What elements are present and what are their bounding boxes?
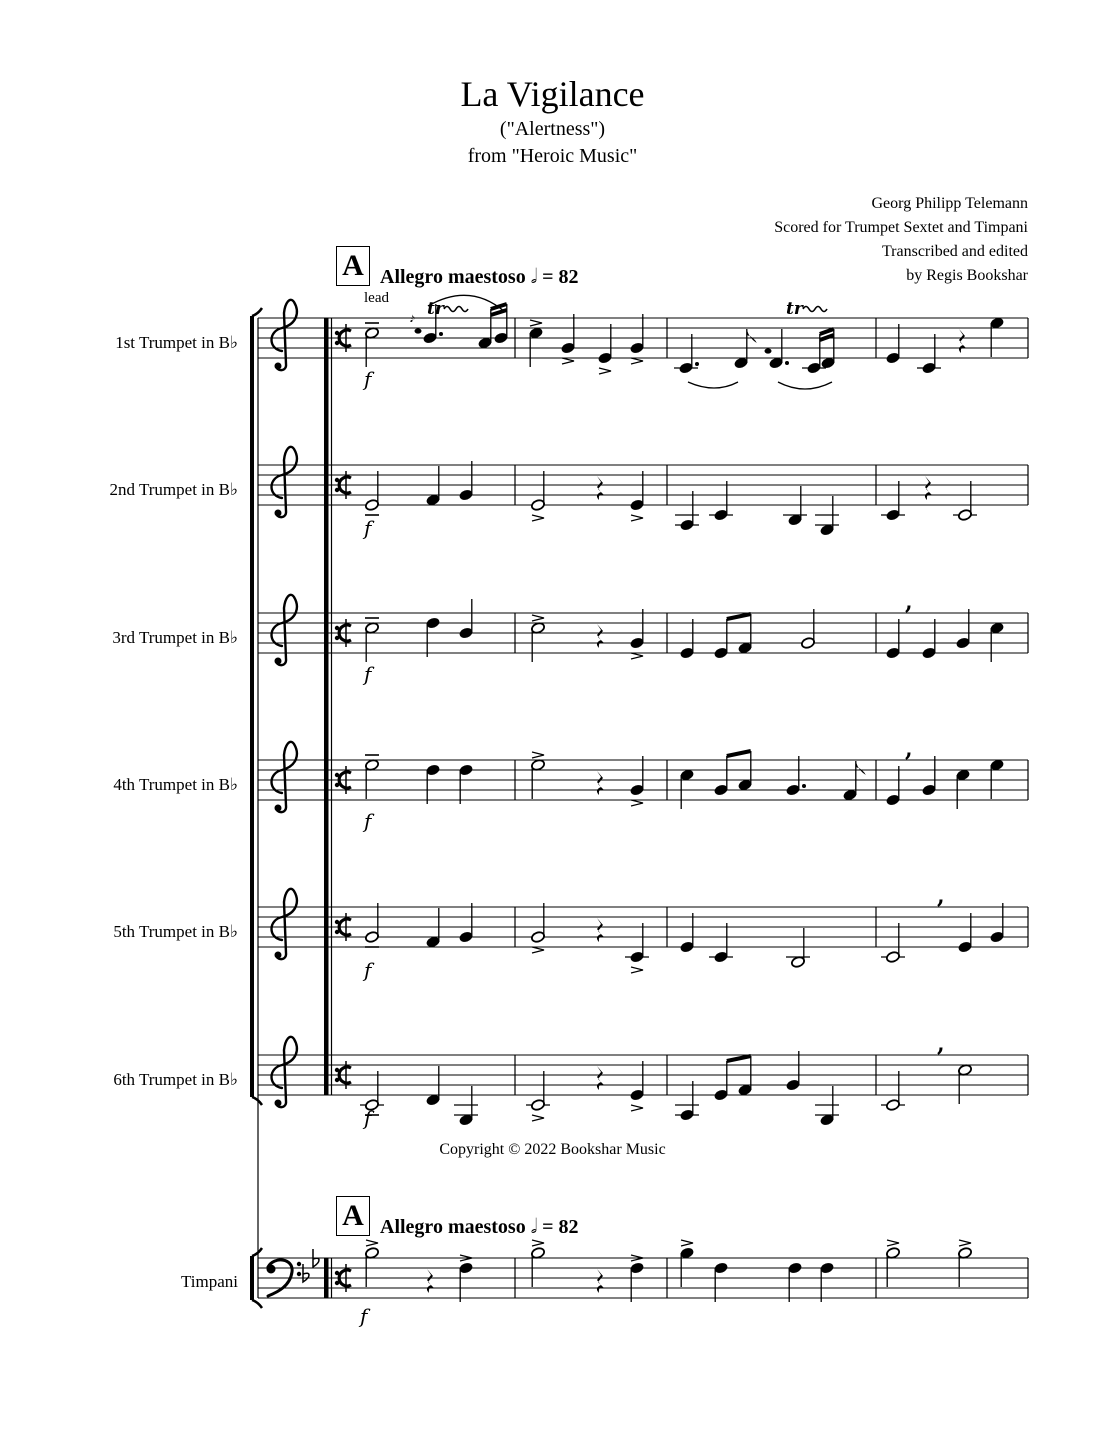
copyright: Copyright © 2022 Bookshar Music bbox=[439, 1141, 666, 1158]
note-beam bbox=[727, 751, 751, 756]
accent-icon bbox=[532, 947, 544, 953]
accent-icon bbox=[532, 615, 544, 621]
score-title: La Vigilance bbox=[460, 74, 645, 114]
treble-clef-knob bbox=[275, 805, 282, 812]
treble-clef-icon bbox=[272, 889, 297, 959]
dynamic-forte: f bbox=[364, 809, 372, 833]
composer: Georg Philipp Telemann bbox=[871, 195, 1028, 212]
trill-mark: tr bbox=[427, 299, 444, 319]
tempo-note-icon: 𝅗𝅥 bbox=[530, 1214, 538, 1238]
instrument-name-4: 4th Trumpet in B♭ bbox=[113, 775, 238, 794]
instrument-name-1: 1st Trumpet in B♭ bbox=[115, 333, 238, 352]
note-beam bbox=[727, 1056, 751, 1061]
lead-label: lead bbox=[364, 290, 389, 306]
treble-clef-icon bbox=[272, 1037, 297, 1107]
dot bbox=[785, 361, 789, 365]
accent-icon bbox=[959, 1240, 971, 1246]
accent-icon bbox=[631, 967, 643, 973]
bass-clef-knob bbox=[267, 1265, 276, 1274]
note-beam bbox=[727, 614, 751, 619]
tie bbox=[778, 382, 832, 389]
dot bbox=[695, 362, 699, 366]
dot bbox=[439, 332, 443, 336]
treble-clef-stroke bbox=[272, 595, 297, 665]
breath-mark: , bbox=[937, 1031, 945, 1057]
arranger-line-2: by Regis Bookshar bbox=[906, 267, 1028, 284]
bass-clef-dot bbox=[297, 1272, 301, 1276]
accent-icon bbox=[562, 358, 574, 364]
tempo-text: Allegro maestoso bbox=[380, 1216, 526, 1238]
grace-note-head bbox=[765, 348, 772, 353]
treble-clef-stroke bbox=[272, 447, 297, 517]
quarter-rest bbox=[925, 476, 932, 500]
timpani-bracket bbox=[250, 1256, 254, 1300]
dynamic-forte: f bbox=[364, 516, 372, 540]
dot bbox=[802, 784, 806, 788]
dynamic-forte: f bbox=[360, 1304, 368, 1328]
rehearsal-mark-a: A bbox=[336, 246, 370, 286]
quarter-rest bbox=[597, 624, 604, 648]
instrument-name-3: 3rd Trumpet in B♭ bbox=[112, 628, 238, 647]
trill-mark: tr bbox=[786, 299, 803, 319]
treble-clef-knob bbox=[275, 1100, 282, 1107]
tempo-value: = 82 bbox=[542, 266, 579, 288]
breath-mark: , bbox=[905, 589, 913, 615]
bracket-hook bbox=[252, 1248, 262, 1256]
trill-wave bbox=[803, 307, 827, 312]
treble-clef-knob bbox=[275, 510, 282, 517]
quarter-rest bbox=[597, 476, 604, 500]
flat-icon bbox=[313, 1249, 319, 1267]
eighth-flag bbox=[856, 761, 866, 775]
dynamic-forte: f bbox=[364, 367, 372, 391]
dynamic-forte: f bbox=[364, 662, 372, 686]
treble-clef-icon bbox=[272, 742, 297, 812]
rehearsal-mark-a-timpani: A bbox=[336, 1196, 370, 1236]
tempo-text: Allegro maestoso bbox=[380, 266, 526, 288]
quarter-rest bbox=[597, 1269, 604, 1293]
tie bbox=[688, 382, 738, 388]
note-beam bbox=[820, 329, 834, 334]
breath-mark: , bbox=[905, 736, 913, 762]
tempo-value: = 82 bbox=[542, 1216, 579, 1238]
accent-icon bbox=[631, 358, 643, 364]
treble-clef-icon bbox=[272, 447, 297, 517]
dynamic-forte: f bbox=[364, 958, 372, 982]
treble-clef-knob bbox=[275, 658, 282, 665]
accent-icon bbox=[599, 368, 611, 374]
bass-clef-dot bbox=[297, 1262, 301, 1266]
treble-clef-stroke bbox=[272, 1037, 297, 1107]
instrument-name-6: 6th Trumpet in B♭ bbox=[113, 1070, 238, 1089]
trill-wave bbox=[444, 307, 468, 312]
accent-icon bbox=[532, 1240, 544, 1246]
instrument-name-5: 5th Trumpet in B♭ bbox=[113, 922, 238, 941]
accent-icon bbox=[532, 515, 544, 521]
note-beam bbox=[820, 335, 834, 340]
breath-mark: , bbox=[937, 883, 945, 909]
bracket-hook bbox=[252, 1097, 262, 1105]
quarter-rest bbox=[959, 329, 966, 353]
tempo-note-icon: 𝅗𝅥 bbox=[530, 264, 538, 288]
accent-icon bbox=[532, 1115, 544, 1121]
treble-clef-icon bbox=[272, 300, 297, 370]
score-source: from "Heroic Music" bbox=[467, 145, 638, 167]
accent-icon bbox=[366, 1240, 378, 1246]
instrument-name-2: 2nd Trumpet in B♭ bbox=[109, 480, 238, 499]
repeat-thick-bar bbox=[324, 1258, 329, 1298]
treble-clef-stroke bbox=[272, 300, 297, 370]
accent-icon bbox=[532, 752, 544, 758]
score-subtitle: ("Alertness") bbox=[499, 118, 606, 140]
quarter-rest bbox=[427, 1269, 434, 1293]
treble-clef-knob bbox=[275, 363, 282, 370]
treble-clef-stroke bbox=[272, 742, 297, 812]
accent-icon bbox=[631, 800, 643, 806]
grace-note: 𝆔 bbox=[410, 310, 415, 326]
quarter-rest bbox=[597, 1066, 604, 1090]
treble-clef-icon bbox=[272, 595, 297, 665]
quarter-rest bbox=[597, 918, 604, 942]
accent-icon bbox=[530, 320, 542, 326]
bracket-hook bbox=[252, 308, 262, 316]
accent-icon bbox=[681, 1240, 693, 1246]
arranger-line-1: Transcribed and edited bbox=[881, 243, 1028, 260]
eighth-flag bbox=[747, 329, 757, 343]
accent-icon bbox=[631, 515, 643, 521]
flat-icon bbox=[303, 1264, 309, 1282]
accent-icon bbox=[631, 1105, 643, 1111]
treble-clef-stroke bbox=[272, 889, 297, 959]
grace-note-head bbox=[415, 328, 422, 333]
treble-clef-knob bbox=[275, 952, 282, 959]
accent-icon bbox=[887, 1240, 899, 1246]
system-bracket bbox=[250, 316, 254, 1097]
accent-icon bbox=[631, 653, 643, 659]
scoring: Scored for Trumpet Sextet and Timpani bbox=[774, 219, 1028, 236]
bracket-hook bbox=[252, 1300, 262, 1308]
quarter-rest bbox=[597, 771, 604, 795]
dynamic-forte: f bbox=[364, 1106, 372, 1130]
instrument-name-timpani: Timpani bbox=[180, 1272, 238, 1291]
repeat-thick-bar bbox=[324, 318, 329, 1095]
